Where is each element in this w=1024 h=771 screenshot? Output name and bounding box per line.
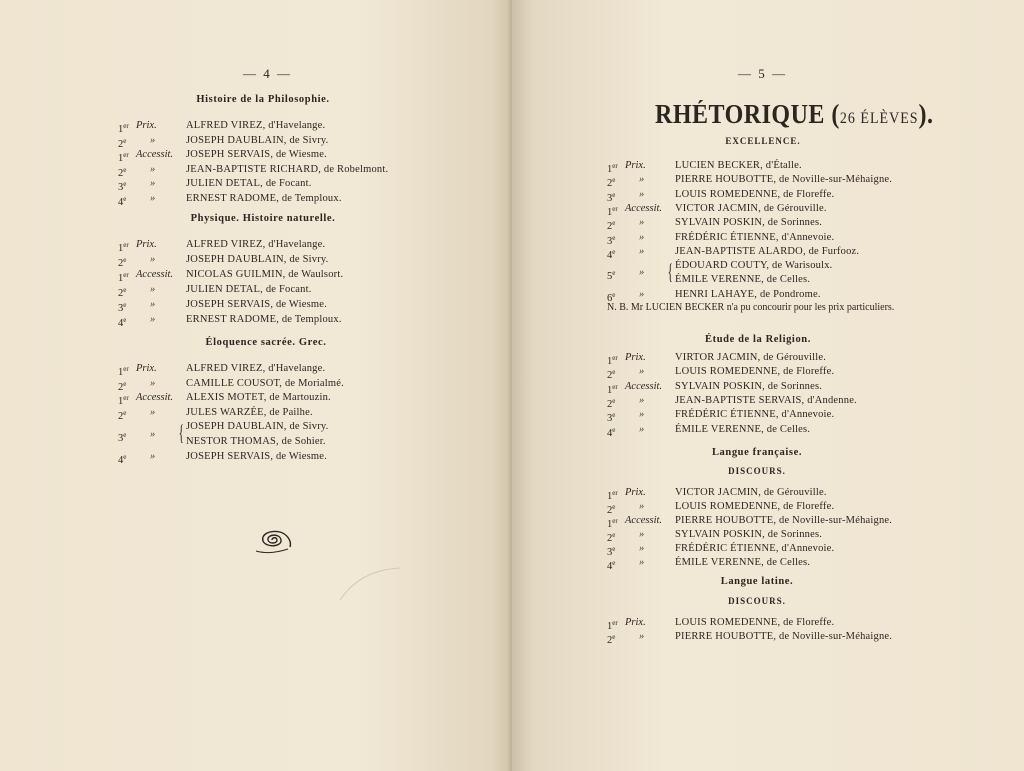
entry-name: JULIEN DETAL, de Focant. bbox=[186, 178, 312, 190]
entry-name: ALFRED VIREZ, d'Havelange. bbox=[186, 239, 326, 250]
section-subtitle: DISCOURS. bbox=[728, 466, 786, 476]
entry-name: FRÉDÉRIC ÉTIENNE, d'Annevoie. bbox=[675, 231, 835, 243]
title-text: RHÉTORIQUE ( bbox=[655, 100, 840, 130]
rank-suffix: er bbox=[612, 382, 618, 391]
entry-kind: » bbox=[150, 178, 156, 190]
rank-suffix: e bbox=[612, 545, 616, 553]
rank-suffix: e bbox=[612, 290, 616, 299]
award-entry bbox=[607, 528, 927, 542]
rank-suffix: e bbox=[123, 165, 127, 174]
rank-suffix: er bbox=[123, 271, 129, 279]
rank-number: 1 bbox=[118, 396, 124, 408]
entry-name: JOSEPH SERVAIS, de Wiesme. bbox=[186, 149, 327, 161]
award-entry bbox=[607, 202, 927, 216]
entry-kind: » bbox=[639, 501, 645, 512]
entry-kind: Accessit. bbox=[136, 149, 174, 161]
award-entry bbox=[118, 134, 438, 148]
rank-number: 1 bbox=[607, 384, 613, 396]
show-through-mark bbox=[310, 560, 430, 610]
rank-number: 4 bbox=[607, 427, 613, 439]
award-entry bbox=[607, 542, 927, 556]
rank-number: 3 bbox=[118, 182, 124, 194]
rank-number: 1 bbox=[118, 367, 124, 378]
entry-kind: » bbox=[639, 543, 645, 554]
rank-number: 2 bbox=[118, 258, 124, 269]
rank-suffix: e bbox=[612, 269, 616, 278]
rank-number: 1 bbox=[118, 273, 124, 284]
entry-rank bbox=[118, 192, 126, 210]
award-entry bbox=[607, 173, 927, 190]
entry-name: LOUIS ROMEDENNE, de Floreffe. bbox=[675, 501, 835, 512]
award-entry bbox=[607, 556, 927, 570]
rank-number: 2 bbox=[607, 505, 613, 516]
award-entry bbox=[118, 377, 438, 391]
entry-name: JOSEPH SERVAIS, de Wiesme. bbox=[186, 299, 327, 310]
entry-kind: » bbox=[639, 423, 645, 435]
award-entry bbox=[607, 500, 927, 514]
entry-rank bbox=[118, 450, 126, 468]
entry-kind: » bbox=[639, 288, 645, 300]
rank-suffix: e bbox=[612, 411, 616, 420]
rank-suffix: e bbox=[123, 379, 127, 388]
entry-kind: Prix. bbox=[625, 160, 646, 171]
award-entry bbox=[118, 420, 438, 449]
rank-suffix: e bbox=[123, 301, 127, 309]
entry-kind: Prix. bbox=[625, 352, 646, 363]
rank-suffix: e bbox=[123, 180, 127, 189]
rank-suffix: e bbox=[612, 396, 616, 405]
rank-number: 1 bbox=[607, 491, 613, 502]
rank-suffix: e bbox=[612, 233, 616, 242]
award-entry bbox=[607, 159, 927, 173]
rank-suffix: er bbox=[123, 365, 129, 373]
entry-name: VIRTOR JACMIN, de Gérouville. bbox=[675, 352, 827, 363]
rank-number: 2 bbox=[607, 178, 613, 190]
rank-suffix: e bbox=[612, 559, 616, 567]
rank-suffix: er bbox=[612, 619, 618, 627]
rank-number: 2 bbox=[118, 288, 124, 299]
rank-number: 2 bbox=[607, 398, 613, 410]
entry-name: ÉDOUARD COUTY, de Warisoulx. bbox=[675, 260, 833, 272]
entry-name: ALEXIS MOTET, de Martouzin. bbox=[186, 392, 331, 404]
rank-number: 2 bbox=[118, 138, 124, 150]
entry-name: SYLVAIN POSKIN, de Sorinnes. bbox=[675, 529, 823, 540]
entry-rank bbox=[607, 266, 615, 284]
entry-kind: Prix. bbox=[136, 239, 157, 250]
award-entry bbox=[118, 177, 438, 194]
award-entry bbox=[607, 394, 927, 408]
entry-kind: Accessit. bbox=[136, 269, 174, 280]
entry-name: NICOLAS GUILMIN, de Waulsort. bbox=[186, 269, 344, 280]
entry-kind: » bbox=[150, 428, 156, 440]
section-title: Histoire de la Philosophie. bbox=[196, 94, 330, 105]
entry-kind: » bbox=[150, 377, 156, 389]
entry-rank bbox=[118, 428, 126, 446]
section-title: Étude de la Religion. bbox=[705, 334, 811, 345]
award-entry bbox=[607, 408, 927, 425]
rank-number: 4 bbox=[118, 318, 124, 329]
entry-name: ÉMILE VERENNE, de Celles. bbox=[675, 423, 811, 435]
section-subtitle: EXCELLENCE. bbox=[725, 136, 801, 146]
entry-rank bbox=[118, 313, 126, 331]
entry-name: PIERRE HOUBOTTE, de Noville-sur-Méhaigne. bbox=[675, 631, 893, 642]
entry-kind: Accessit. bbox=[625, 515, 663, 526]
award-entry bbox=[118, 450, 438, 464]
rank-number: 1 bbox=[607, 164, 613, 175]
rank-number: 4 bbox=[607, 249, 613, 261]
page-title bbox=[655, 100, 934, 131]
entry-kind: » bbox=[639, 394, 645, 406]
rank-suffix: e bbox=[612, 425, 616, 434]
brace-icon: { bbox=[667, 259, 673, 285]
entry-kind: » bbox=[639, 631, 645, 642]
rank-suffix: e bbox=[123, 452, 127, 461]
rank-suffix: e bbox=[123, 286, 127, 294]
entry-name: JOSEPH DAUBLAIN, de Sivry. bbox=[186, 254, 329, 265]
entry-kind: » bbox=[639, 557, 645, 568]
entry-name: ALFRED VIREZ, d'Havelange. bbox=[186, 120, 326, 131]
rank-number: 3 bbox=[118, 303, 124, 314]
entry-name: JULIEN DETAL, de Focant. bbox=[186, 284, 312, 295]
entry-kind: » bbox=[639, 245, 645, 257]
award-entry bbox=[118, 298, 438, 312]
entry-kind: » bbox=[639, 409, 645, 421]
entry-kind: Accessit. bbox=[136, 392, 174, 404]
rank-number: 1 bbox=[118, 153, 124, 165]
rank-suffix: er bbox=[612, 354, 618, 362]
award-entry bbox=[118, 119, 438, 133]
entry-kind: » bbox=[150, 299, 156, 310]
entry-kind: Prix. bbox=[625, 617, 646, 628]
rank-number: 6 bbox=[607, 292, 613, 304]
entry-name: SYLVAIN POSKIN, de Sorinnes. bbox=[675, 380, 823, 392]
page-number: — 4 — bbox=[243, 66, 292, 81]
entry-name: LUCIEN BECKER, d'Étalle. bbox=[675, 160, 802, 171]
rank-number: 4 bbox=[607, 561, 613, 572]
entry-name: ERNEST RADOME, de Temploux. bbox=[186, 314, 342, 325]
award-entry bbox=[607, 630, 927, 644]
rank-number: 1 bbox=[607, 621, 613, 632]
rank-number: 1 bbox=[607, 206, 613, 218]
entry-kind: Prix. bbox=[136, 120, 157, 131]
entry-name: VICTOR JACMIN, de Gérouville. bbox=[675, 487, 827, 498]
rank-number: 4 bbox=[118, 197, 124, 208]
entry-name: JULES WARZÉE, de Pailhe. bbox=[186, 406, 313, 418]
entry-kind: » bbox=[639, 174, 645, 186]
rank-number: 2 bbox=[118, 381, 124, 393]
award-entry bbox=[118, 391, 438, 408]
entry-rank bbox=[607, 556, 615, 574]
entry-name: HENRI LAHAYE, de Pondrome. bbox=[675, 288, 821, 300]
title-close: ). bbox=[918, 100, 934, 130]
award-entry bbox=[118, 253, 438, 267]
award-entry bbox=[607, 288, 927, 302]
entry-name: JEAN-BAPTISTE SERVAIS, d'Andenne. bbox=[675, 394, 857, 406]
rank-number: 5 bbox=[607, 271, 613, 283]
rank-number: 2 bbox=[607, 370, 613, 382]
award-entry bbox=[118, 313, 438, 327]
rank-suffix: e bbox=[612, 247, 616, 256]
entry-kind: Prix. bbox=[625, 487, 646, 498]
rank-number: 3 bbox=[607, 413, 613, 425]
rank-suffix: er bbox=[612, 489, 618, 497]
entry-name: JOSEPH SERVAIS, de Wiesme. bbox=[186, 450, 327, 462]
section-title: Physique. Histoire naturelle. bbox=[190, 213, 336, 224]
section-subtitle: DISCOURS. bbox=[728, 596, 786, 606]
entry-kind: » bbox=[639, 188, 645, 200]
rank-number: 4 bbox=[118, 454, 124, 466]
rank-suffix: er bbox=[123, 122, 129, 130]
award-entry bbox=[607, 259, 927, 288]
award-entry bbox=[607, 231, 927, 245]
rank-suffix: e bbox=[612, 190, 616, 199]
entry-kind: » bbox=[639, 366, 645, 378]
entry-kind: » bbox=[150, 163, 156, 175]
entry-name: ERNEST RADOME, de Temploux. bbox=[186, 193, 342, 204]
entry-kind: » bbox=[150, 314, 156, 325]
entry-name: FRÉDÉRIC ÉTIENNE, d'Annevoie. bbox=[675, 409, 835, 421]
entry-name: FRÉDÉRIC ÉTIENNE, d'Annevoie. bbox=[675, 543, 835, 554]
rank-suffix: er bbox=[123, 394, 129, 403]
entry-name: JEAN-BAPTISTE RICHARD, de Robelmont. bbox=[186, 163, 389, 175]
rank-number: 3 bbox=[607, 547, 613, 558]
rank-suffix: e bbox=[612, 503, 616, 511]
award-entry bbox=[607, 380, 927, 394]
rank-suffix: er bbox=[612, 517, 618, 525]
entry-kind: » bbox=[150, 134, 156, 146]
page-number: — 5 — bbox=[738, 66, 787, 81]
rank-number: 1 bbox=[118, 124, 124, 135]
rank-number: 2 bbox=[118, 410, 124, 422]
rank-suffix: e bbox=[612, 531, 616, 539]
entry-name: LOUIS ROMEDENNE, de Floreffe. bbox=[675, 366, 835, 378]
rank-number: 3 bbox=[607, 235, 613, 247]
award-entry bbox=[607, 423, 927, 437]
rank-suffix: e bbox=[123, 136, 127, 145]
award-entry bbox=[607, 486, 927, 500]
award-entry bbox=[607, 216, 927, 233]
award-entry bbox=[607, 351, 927, 365]
entry-kind: » bbox=[639, 217, 645, 229]
rank-number: 1 bbox=[607, 519, 613, 530]
title-count: 26 ÉLÈVES bbox=[839, 110, 919, 128]
award-entry bbox=[118, 268, 438, 282]
rank-number: 2 bbox=[118, 167, 124, 179]
rank-suffix: er bbox=[123, 151, 129, 160]
award-entry bbox=[607, 245, 927, 259]
rank-suffix: er bbox=[612, 204, 618, 213]
award-entry bbox=[118, 163, 438, 177]
rank-suffix: e bbox=[123, 430, 127, 439]
entry-name: ALFRED VIREZ, d'Havelange. bbox=[186, 363, 326, 374]
entry-name: VICTOR JACMIN, de Gérouville. bbox=[675, 202, 827, 214]
rank-suffix: e bbox=[123, 408, 127, 417]
entry-name: PIERRE HOUBOTTE, de Noville-sur-Méhaigne. bbox=[675, 174, 893, 186]
rank-suffix: e bbox=[123, 256, 127, 264]
entry-name: NESTOR THOMAS, de Sohier. bbox=[186, 435, 326, 447]
rank-suffix: er bbox=[612, 162, 618, 170]
award-entry bbox=[607, 616, 927, 630]
award-entry bbox=[607, 188, 927, 202]
rank-suffix: e bbox=[612, 368, 616, 377]
rank-suffix: e bbox=[612, 219, 616, 228]
entry-kind: » bbox=[639, 267, 645, 279]
entry-name: JOSEPH DAUBLAIN, de Sivry. bbox=[186, 421, 329, 433]
award-entry bbox=[607, 514, 927, 528]
award-entry bbox=[118, 192, 438, 206]
rank-number: 3 bbox=[607, 192, 613, 204]
rank-number: 1 bbox=[118, 243, 124, 254]
entry-rank bbox=[607, 630, 615, 648]
rank-number: 2 bbox=[607, 221, 613, 233]
entry-kind: » bbox=[639, 231, 645, 243]
rank-suffix: e bbox=[123, 316, 127, 324]
award-entry bbox=[118, 283, 438, 297]
entry-name: SYLVAIN POSKIN, de Sorinnes. bbox=[675, 217, 823, 229]
entry-name: PIERRE HOUBOTTE, de Noville-sur-Méhaigne. bbox=[675, 515, 893, 526]
award-entry bbox=[118, 362, 438, 376]
rank-suffix: e bbox=[612, 633, 616, 641]
entry-kind: » bbox=[639, 529, 645, 540]
entry-name: LOUIS ROMEDENNE, de Floreffe. bbox=[675, 617, 835, 628]
entry-kind: » bbox=[150, 193, 156, 204]
entry-kind: » bbox=[150, 254, 156, 265]
entry-name: CAMILLE COUSOT, de Morialmé. bbox=[186, 377, 344, 389]
entry-rank bbox=[607, 423, 615, 441]
entry-kind: Accessit. bbox=[625, 380, 663, 392]
entry-kind: » bbox=[150, 406, 156, 418]
entry-name: JOSEPH DAUBLAIN, de Sivry. bbox=[186, 134, 329, 146]
rank-suffix: e bbox=[123, 195, 127, 203]
rank-suffix: er bbox=[123, 241, 129, 249]
brace-icon: { bbox=[178, 420, 184, 446]
award-entry bbox=[118, 238, 438, 252]
rank-number: 1 bbox=[607, 356, 613, 367]
entry-kind: » bbox=[150, 450, 156, 462]
award-entry bbox=[118, 406, 438, 420]
rank-number: 3 bbox=[118, 432, 124, 444]
rank-number: 2 bbox=[607, 533, 613, 544]
spiral-ornament-icon bbox=[250, 525, 294, 555]
section-title: Langue latine. bbox=[720, 576, 794, 587]
rank-suffix: e bbox=[612, 176, 616, 185]
entry-name: LOUIS ROMEDENNE, de Floreffe. bbox=[675, 188, 835, 200]
award-entry bbox=[607, 365, 927, 382]
entry-kind: Prix. bbox=[136, 363, 157, 374]
section-title: Éloquence sacrée. Grec. bbox=[205, 337, 327, 348]
note-text: N. B. Mr LUCIEN BECKER n'a pu concourir pour les prix particuliers. bbox=[607, 302, 895, 313]
entry-kind: Accessit. bbox=[625, 202, 663, 214]
entry-name: JEAN-BAPTISTE ALARDO, de Furfooz. bbox=[675, 245, 860, 257]
entry-kind: » bbox=[150, 284, 156, 295]
award-entry bbox=[118, 148, 438, 165]
entry-name: ÉMILE VERENNE, de Celles. bbox=[675, 557, 811, 568]
entry-name: ÉMILE VERENNE, de Celles. bbox=[675, 274, 811, 286]
section-title: Langue française. bbox=[711, 447, 803, 458]
rank-number: 2 bbox=[607, 635, 613, 646]
